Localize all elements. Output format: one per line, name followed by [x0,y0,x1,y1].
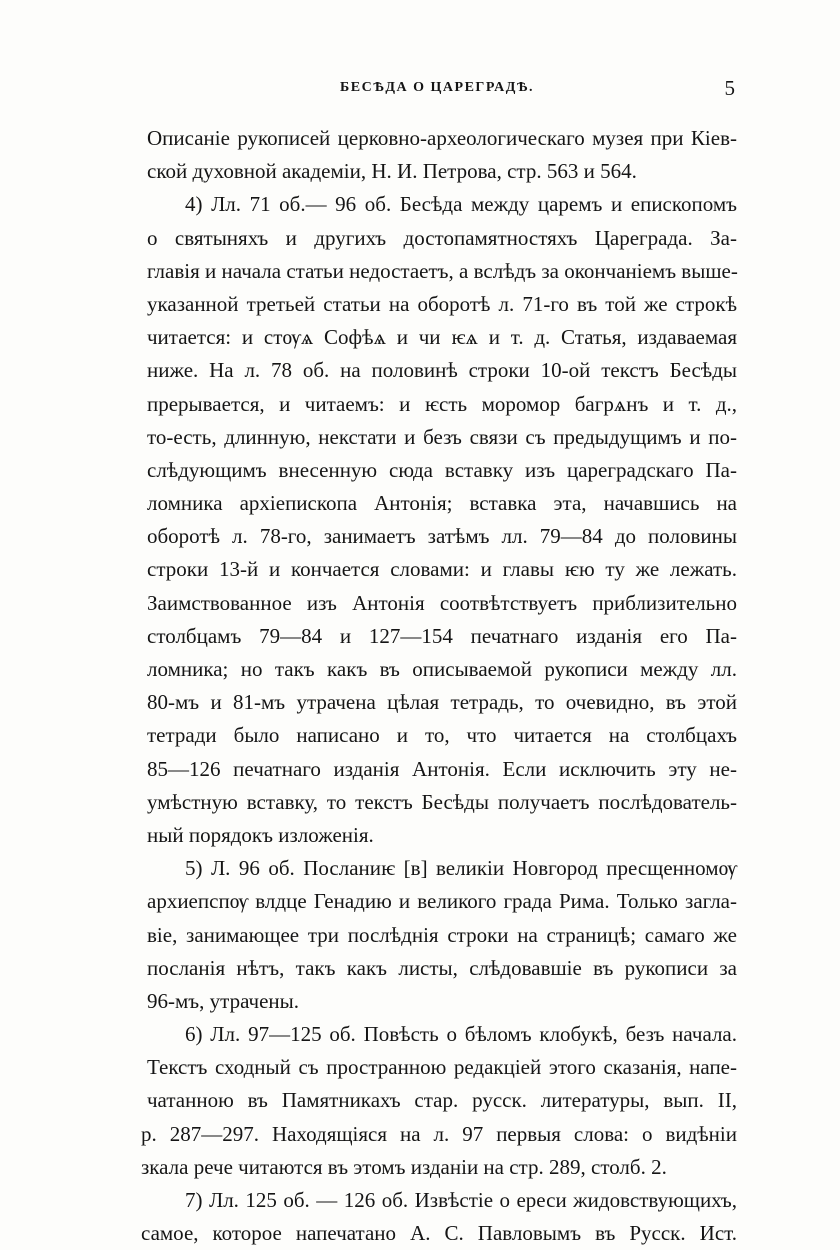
text-line: 7) Лл. 125 об. — 126 об. Извѣстіе о ереси жидовствующихъ, [185,1188,737,1212]
text-line: главія и начала статьи недостаетъ, а вслѣдъ за окончаніемъ выше- [147,258,738,283]
text-line: ломника; но такъ какъ въ описываемой рукописи между лл. [147,657,737,681]
text-line: ломника архіепископа Антонія; вставка эта, начавшись на [147,491,737,516]
body-text [141,122,738,1250]
text-line: прерывается, и читаемъ: и ѥсть моромор багрѧнъ и т. д., [147,391,737,416]
text-line: 6) Лл. 97—125 об. Повѣсть о бѣломъ клобукѣ, безъ начала. [185,1022,737,1047]
text-line: читается: и стѹѧ Софѣѧ и чи ѥѧ и т. д. Статья, издаваемая [147,325,737,350]
text-line: строки 13-й и кончается словами: и главы ѥю ту же лежать. [147,557,737,582]
text-line: указанной третьей статьи на оборотѣ л. 71-го въ той же строкѣ [147,291,737,316]
text-line: 5) Л. 96 об. Посланиѥ [в] великіи Новгород пресщенномѹ [185,856,737,881]
text-line: 80-мъ и 81-мъ утрачена цѣлая тетрадь, то очевидно, въ этой [147,690,737,715]
running-title: БЕСѢДА О ЦАРЕГРАДѢ. [340,80,535,95]
text-line: віе, занимающее три послѣднія строки на страницѣ; самаго же [147,922,737,947]
text-line: чатанною въ Памятникахъ стар. русск. литературы, вып. II, [147,1088,737,1113]
text-line: самое, которое напечатано А. С. Павловымъ въ Русск. Ист. [141,1221,737,1246]
text-line: р. 287—297. Находящіяся на л. 97 первыя слова: о видѣніи [141,1121,737,1146]
text-line: слѣдующимъ внесенную сюда вставку изъ цареградскаго Па- [147,457,737,482]
text-line: тетради было написано и то, что читается на столбцахъ [147,723,737,748]
text-line: то-есть, длинную, некстати и безъ связи съ предыдущимъ и по- [147,424,737,449]
text-line: 85—126 печатнаго изданія Антонія. Если исключить эту не- [147,756,737,781]
text-line: зкала рече читаются въ этомъ изданіи на стр. 289, столб. 2. [141,1154,667,1179]
text-line: Текстъ сходный съ пространною редакціей этого сказанія, напе- [147,1055,737,1080]
text-line: посланія нѣтъ, такъ какъ листы, слѣдовавшіе въ рукописи за [147,955,737,980]
text-line: архиепспѹ влдце Генадию и великого града Рима. Только загла- [147,889,737,914]
text-line: Описаніе рукописей церковно-археологическаго музея при Кіев- [147,126,737,150]
text-line: Заимствованное изъ Антонія соотвѣтствуетъ приблизительно [147,590,737,615]
text-line: ской духовной академіи, Н. И. Петрова, стр. 563 и 564. [147,159,637,184]
text-line: ниже. На л. 78 об. на половинѣ строки 10-ой текстъ Бесѣды [147,358,737,383]
text-line: 96-мъ, утрачены. [147,988,300,1013]
text-line: умѣстную вставку, то текстъ Бесѣды получаетъ послѣдователь- [147,789,737,814]
page-number: 5 [724,76,735,100]
text-line: оборотѣ л. 78-го, занимаетъ затѣмъ лл. 79—84 до половины [147,524,737,549]
text-line: ный порядокъ изложенія. [147,822,374,847]
text-line: о святыняхъ и другихъ достопамятностяхъ Цареграда. За- [147,225,737,250]
running-head [147,76,735,100]
text-line: столбцамъ 79—84 и 127—154 печатнаго изданія его Па- [147,623,737,648]
text-line: 4) Лл. 71 об.— 96 об. Бесѣда между царемъ и епископомъ [185,192,737,217]
